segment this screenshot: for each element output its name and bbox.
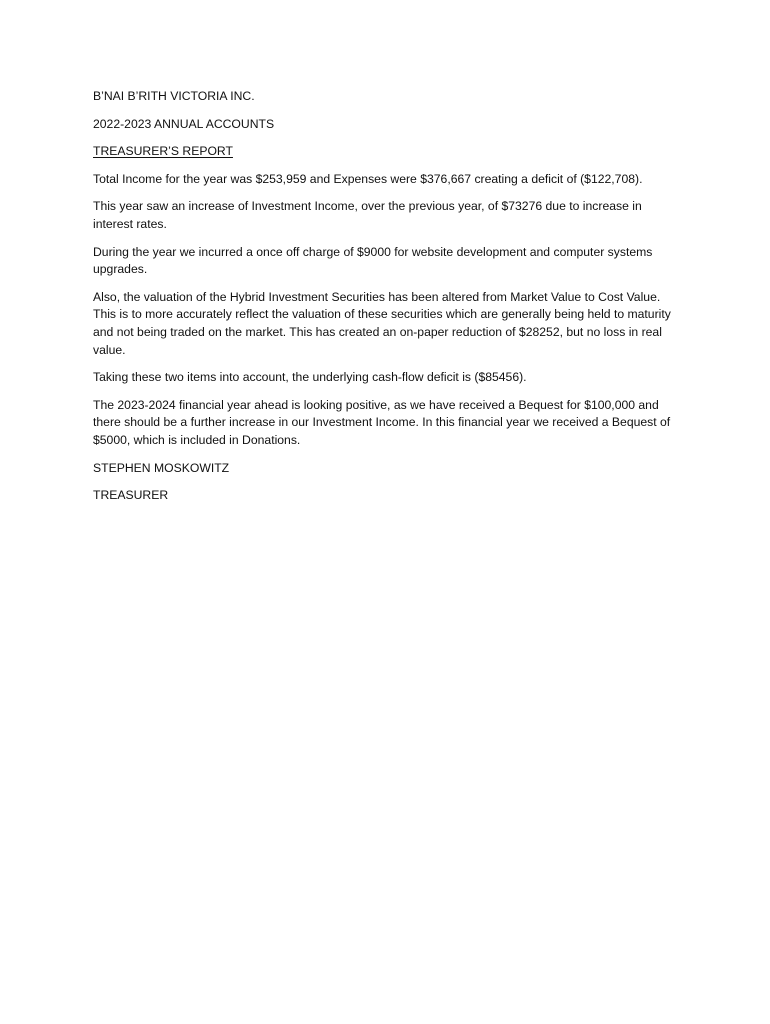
document-title: 2022-2023 ANNUAL ACCOUNTS [93, 116, 275, 131]
signatory-name: STEPHEN MOSKOWITZ [93, 460, 230, 475]
paragraph-outlook: The 2023-2024 financial year ahead is looking positive, as we have received a Bequest for $100,000 and there should be a further increase in our Investment Income. In this financial year we received a Bequest of $5000, which is included in Donations. [93, 397, 671, 447]
paragraph-underlying-deficit: Taking these two items into account, the underlying cash-flow deficit is ($85456). [93, 370, 527, 385]
document-page [93, 88, 683, 515]
signatory-title: TREASURER [93, 488, 169, 503]
paragraph-totals: Total Income for the year was $253,959 and Expenses were $376,667 creating a deficit of ($122,708). [93, 171, 643, 186]
organization-name: B’NAI B’RITH VICTORIA INC. [93, 89, 255, 103]
section-heading: TREASURER’S REPORT [93, 144, 233, 159]
paragraph-valuation-change: Also, the valuation of the Hybrid Investment Securities has been altered from Market Value to Cost Value. This is to more accurately reflect the valuation of these securities which are generally being held to maturity and not being traded on the market. This has created an on-paper reduction of $28252, but no loss in real value. [93, 289, 671, 357]
paragraph-one-off-charge: During the year we incurred a once off charge of $9000 for website development and computer systems upgrades. [93, 244, 653, 277]
paragraph-investment-income: This year saw an increase of Investment Income, over the previous year, of $73276 due to increase in interest rates. [93, 199, 642, 231]
